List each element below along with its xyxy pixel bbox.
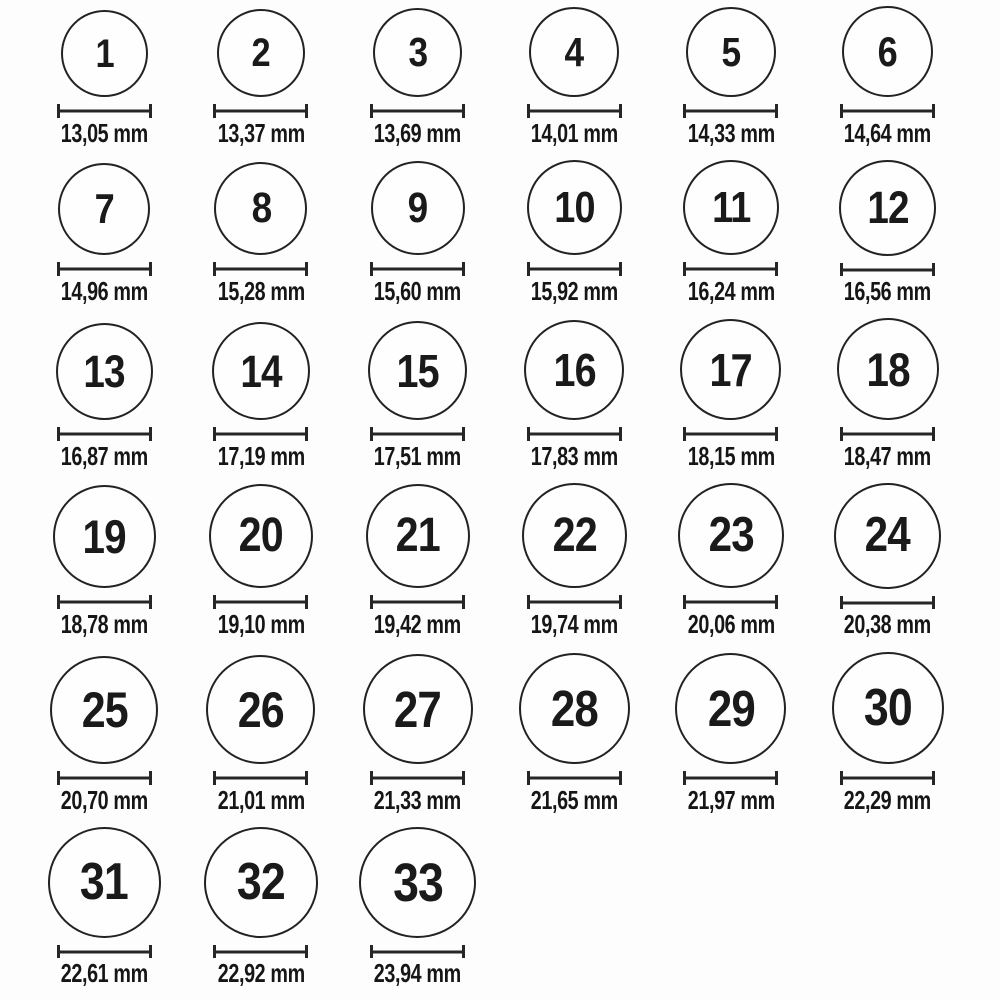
- diameter-label: 22,92 mm: [217, 958, 305, 989]
- ring-size-number: 22: [552, 508, 597, 562]
- ring-size-number: 13: [83, 346, 125, 398]
- diameter-label: 15,92 mm: [530, 276, 618, 307]
- ring-circle: [834, 483, 941, 589]
- ring-size-number: 6: [878, 27, 898, 75]
- ring-circle: [837, 318, 939, 420]
- diameter-label: 18,15 mm: [687, 441, 775, 472]
- diameter-dimension-line: [213, 945, 308, 959]
- ring-circle: [529, 7, 619, 97]
- ring-circle: [371, 161, 465, 255]
- dimension-line-bar: [686, 268, 775, 271]
- diameter-label: 14,33 mm: [687, 118, 775, 149]
- diameter-label: 21,65 mm: [530, 785, 618, 816]
- diameter-dimension-line: [840, 263, 935, 277]
- dimension-line-bar: [60, 110, 149, 113]
- diameter-dimension-line: [527, 771, 622, 785]
- diameter-label: 16,56 mm: [844, 276, 932, 307]
- diameter-dimension-line: [213, 427, 308, 441]
- diameter-dimension-line: [57, 262, 152, 276]
- dimension-line-bar: [216, 601, 305, 604]
- ring-size-number: 16: [553, 344, 596, 397]
- diameter-label: 17,83 mm: [530, 441, 618, 472]
- ring-size-cell: [653, 160, 810, 318]
- ring-size-cell: [183, 0, 340, 160]
- diameter-dimension-line: [213, 771, 308, 785]
- ring-circle: [61, 10, 148, 97]
- dimension-line-bar: [60, 777, 149, 780]
- dimension-line-bar: [373, 777, 462, 780]
- ring-size-cell: [809, 160, 966, 318]
- ring-circle: [373, 8, 462, 97]
- diameter-label: 23,94 mm: [374, 958, 462, 989]
- dimension-line-bar: [530, 601, 619, 604]
- dimension-line-bar: [60, 601, 149, 604]
- ring-size-cell: [183, 827, 340, 1000]
- diameter-label: 21,01 mm: [217, 785, 305, 816]
- diameter-dimension-line: [57, 771, 152, 785]
- ring-size-number: 15: [396, 344, 439, 397]
- ring-size-cell: [809, 483, 966, 651]
- ring-circle: [368, 321, 467, 420]
- ring-size-number: 32: [236, 853, 285, 912]
- ring-size-cell: [339, 160, 496, 318]
- diameter-dimension-line: [683, 427, 778, 441]
- diameter-label: 15,28 mm: [217, 276, 305, 307]
- dimension-line-bar: [60, 268, 149, 271]
- ring-circle: [206, 655, 315, 764]
- ring-circle: [53, 485, 156, 588]
- diameter-label: 18,78 mm: [60, 609, 148, 640]
- ring-size-cell: [809, 0, 966, 160]
- ring-size-number: 26: [237, 681, 285, 738]
- ring-size-cell: [183, 318, 340, 483]
- ring-circle: [675, 653, 786, 764]
- dimension-line-bar: [373, 268, 462, 271]
- ring-circle: [686, 7, 776, 97]
- diameter-label: 20,70 mm: [60, 785, 148, 816]
- ring-circle: [359, 827, 476, 938]
- dimension-line-bar: [373, 433, 462, 436]
- ring-size-cell: [653, 318, 810, 483]
- ring-size-number: 18: [866, 342, 910, 396]
- diameter-label: 19,74 mm: [530, 609, 618, 640]
- ring-circle: [832, 652, 944, 764]
- diameter-label: 14,96 mm: [60, 276, 148, 307]
- ring-size-number: 1: [95, 31, 114, 76]
- diameter-dimension-line: [370, 771, 465, 785]
- diameter-label: 14,64 mm: [844, 118, 932, 149]
- diameter-label: 16,24 mm: [687, 276, 775, 307]
- ring-size-number: 25: [81, 682, 128, 739]
- dimension-line-bar: [216, 777, 305, 780]
- ring-size-number: 20: [238, 509, 284, 563]
- diameter-dimension-line: [57, 945, 152, 959]
- dimension-line-bar: [216, 268, 305, 271]
- ring-circle: [209, 484, 313, 588]
- ring-circle: [204, 827, 318, 938]
- ring-size-number: 14: [240, 345, 282, 397]
- dimension-line-bar: [843, 433, 932, 436]
- ring-circle: [524, 320, 624, 420]
- diameter-label: 13,05 mm: [60, 118, 148, 149]
- ring-size-cell: [339, 827, 496, 1000]
- ring-size-number: 7: [94, 185, 114, 233]
- dimension-line-bar: [686, 110, 775, 113]
- ring-size-number: 19: [82, 510, 126, 564]
- diameter-label: 18,47 mm: [844, 441, 932, 472]
- ring-size-cell: [26, 160, 183, 318]
- ring-circle: [683, 160, 779, 255]
- dimension-line-bar: [216, 950, 305, 953]
- diameter-dimension-line: [683, 595, 778, 609]
- diameter-dimension-line: [213, 104, 308, 118]
- ring-size-number: 8: [251, 184, 271, 233]
- ring-circle: [842, 6, 933, 97]
- diameter-label: 17,51 mm: [374, 441, 462, 472]
- dimension-line-bar: [530, 110, 619, 113]
- diameter-dimension-line: [370, 104, 465, 118]
- diameter-dimension-line: [57, 595, 152, 609]
- ring-size-cell: [339, 318, 496, 483]
- diameter-dimension-line: [370, 427, 465, 441]
- ring-size-cell: [339, 483, 496, 651]
- diameter-label: 21,33 mm: [374, 785, 462, 816]
- ring-size-number: 21: [395, 509, 440, 563]
- diameter-label: 20,06 mm: [687, 609, 775, 640]
- diameter-dimension-line: [683, 262, 778, 276]
- diameter-dimension-line: [840, 427, 935, 441]
- dimension-line-bar: [843, 268, 932, 271]
- ring-size-number: 10: [554, 182, 595, 232]
- ring-circle: [48, 827, 161, 938]
- dimension-line-bar: [530, 433, 619, 436]
- ring-size-cell: [183, 160, 340, 318]
- ring-circle: [839, 160, 936, 256]
- diameter-label: 15,60 mm: [374, 276, 462, 307]
- diameter-dimension-line: [840, 104, 935, 118]
- dimension-line-bar: [216, 433, 305, 436]
- ring-size-number: 24: [865, 508, 911, 563]
- ring-size-cell: [26, 318, 183, 483]
- dimension-line-bar: [60, 433, 149, 436]
- ring-size-number: 3: [408, 29, 428, 76]
- ring-size-cell: [496, 651, 653, 827]
- diameter-dimension-line: [370, 945, 465, 958]
- diameter-label: 13,69 mm: [374, 118, 462, 149]
- ring-size-cell: [26, 483, 183, 651]
- dimension-line-bar: [530, 777, 619, 780]
- ring-size-number: 23: [708, 508, 754, 563]
- ring-size-cell: [339, 0, 496, 160]
- diameter-label: 14,01 mm: [530, 118, 618, 149]
- ring-size-number: 2: [251, 31, 271, 76]
- diameter-label: 22,29 mm: [844, 785, 932, 816]
- dimension-line-bar: [843, 110, 932, 113]
- ring-size-cell: [496, 318, 653, 483]
- ring-circle: [56, 323, 153, 420]
- ring-size-number: 28: [550, 680, 598, 738]
- dimension-line-bar: [686, 777, 775, 780]
- ring-size-number: 4: [564, 28, 584, 75]
- diameter-label: 20,38 mm: [844, 609, 932, 640]
- diameter-label: 13,37 mm: [217, 118, 305, 149]
- ring-size-cell: [653, 0, 810, 160]
- ring-circle: [217, 9, 305, 97]
- diameter-dimension-line: [57, 104, 152, 118]
- ring-size-number: 12: [866, 182, 909, 234]
- diameter-label: 19,42 mm: [374, 609, 462, 640]
- dimension-line-bar: [373, 950, 462, 953]
- diameter-dimension-line: [683, 771, 778, 785]
- ring-circle: [58, 163, 150, 255]
- ring-size-cell: [653, 651, 810, 827]
- ring-size-number: 5: [721, 28, 741, 75]
- dimension-line-bar: [686, 433, 775, 436]
- ring-circle: [519, 653, 630, 764]
- ring-circle: [363, 654, 473, 764]
- ring-size-cell: [339, 651, 496, 827]
- ring-size-cell: [496, 160, 653, 318]
- diameter-dimension-line: [527, 427, 622, 441]
- diameter-label: 22,61 mm: [60, 958, 148, 989]
- ring-size-number: 31: [80, 853, 129, 912]
- ring-size-cell: [26, 651, 183, 827]
- ring-circle: [366, 484, 470, 588]
- dimension-line-bar: [843, 601, 932, 604]
- diameter-dimension-line: [370, 595, 465, 609]
- dimension-line-bar: [60, 950, 149, 953]
- ring-size-cell: [183, 651, 340, 827]
- ring-size-cell: [496, 0, 653, 160]
- diameter-dimension-line: [683, 104, 778, 118]
- dimension-line-bar: [843, 777, 932, 780]
- ring-size-number: 9: [407, 183, 428, 232]
- diameter-dimension-line: [527, 262, 622, 276]
- ring-circle: [527, 160, 622, 255]
- ring-circle: [522, 483, 627, 588]
- ring-size-number: 29: [707, 680, 755, 738]
- ring-size-number: 17: [709, 343, 753, 396]
- ring-size-cell: [183, 483, 340, 651]
- ring-size-cell: [809, 318, 966, 483]
- diameter-dimension-line: [840, 771, 935, 785]
- diameter-dimension-line: [57, 427, 152, 441]
- dimension-line-bar: [530, 268, 619, 271]
- dimension-line-bar: [216, 110, 305, 113]
- ring-size-cell: [653, 483, 810, 651]
- diameter-dimension-line: [213, 595, 308, 609]
- dimension-line-bar: [686, 601, 775, 604]
- diameter-dimension-line: [370, 262, 465, 276]
- ring-size-cell: [26, 0, 183, 160]
- ring-size-number: 30: [863, 679, 912, 738]
- ring-size-cell: [26, 827, 183, 1000]
- ring-circle: [212, 322, 310, 420]
- ring-circle: [50, 656, 158, 764]
- ring-circle: [680, 319, 781, 420]
- ring-size-cell: [809, 651, 966, 827]
- diameter-dimension-line: [527, 595, 622, 609]
- diameter-dimension-line: [527, 104, 622, 118]
- ring-size-number: 33: [392, 852, 443, 913]
- ring-size-number: 11: [711, 182, 751, 232]
- dimension-line-bar: [373, 601, 462, 604]
- diameter-label: 16,87 mm: [60, 441, 148, 472]
- diameter-label: 17,19 mm: [217, 441, 305, 472]
- dimension-line-bar: [373, 110, 462, 113]
- ring-size-cell: [496, 483, 653, 651]
- ring-size-number: 27: [394, 680, 442, 738]
- ring-circle: [214, 162, 307, 255]
- ring-circle: [678, 483, 784, 588]
- diameter-label: 21,97 mm: [687, 785, 775, 816]
- diameter-dimension-line: [840, 596, 935, 610]
- diameter-dimension-line: [213, 262, 308, 276]
- diameter-label: 19,10 mm: [217, 609, 305, 640]
